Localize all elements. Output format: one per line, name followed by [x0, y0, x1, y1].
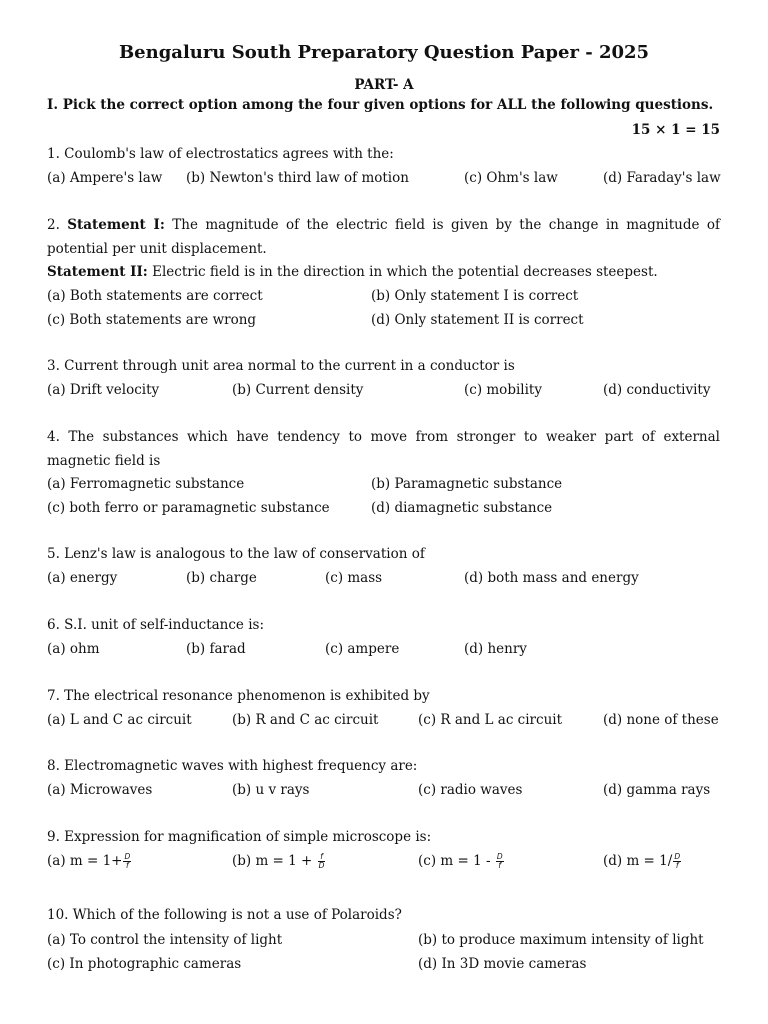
question-5-option-c: (c) mass — [325, 570, 383, 586]
question-4-line-2: magnetic field is — [47, 453, 161, 469]
question-9-option-a — [47, 853, 131, 870]
part-heading: PART- A — [354, 77, 414, 93]
question-6-option-a: (a) ohm — [47, 641, 100, 657]
option-d-expression: (d) m = 1/ — [603, 853, 673, 869]
marks-allocation: 15 × 1 = 15 — [631, 122, 720, 138]
question-6-option-b: (b) farad — [186, 641, 246, 657]
fraction-d-over-f: $\frac{D}{f}$ — [674, 852, 681, 870]
question-10-option-d: (d) In 3D movie cameras — [418, 956, 587, 972]
question-10-text: 10. Which of the following is not a use of Polaroids? — [47, 907, 402, 923]
question-6-option-c: (c) ampere — [325, 641, 400, 657]
question-5-option-a: (a) energy — [47, 570, 118, 586]
question-1-option-b: (b) Newton's third law of motion — [186, 170, 409, 186]
question-1-option-c: (c) Ohm's law — [464, 170, 558, 186]
question-1-option-a: (a) Ampere's law — [47, 170, 163, 186]
option-c-expression: (c) m = 1 - — [418, 853, 495, 869]
question-10-option-b: (b) to produce maximum intensity of light — [418, 932, 704, 948]
question-2-option-c: (c) Both statements are wrong — [47, 312, 257, 328]
statement-1-text: The magnitude of the electric field is given by the change in magnitude of — [172, 217, 720, 233]
question-10-option-a: (a) To control the intensity of light — [47, 932, 283, 948]
question-1-option-d: (d) Faraday's law — [603, 170, 721, 186]
statement-2-label: Statement II: — [47, 264, 148, 280]
question-9-text: 9. Expression for magnification of simple microscope is: — [47, 829, 432, 845]
question-4-option-c: (c) both ferro or paramagnetic substance — [47, 500, 330, 516]
question-4-line-1: 4. The substances which have tendency to move from stronger to weaker part of external — [47, 429, 720, 445]
question-2-option-b: (b) Only statement I is correct — [371, 288, 579, 304]
question-2-statement-2 — [47, 264, 720, 280]
question-2-number: 2. — [47, 217, 60, 233]
question-2-line-1 — [47, 217, 720, 233]
question-7-text: 7. The electrical resonance phenomenon is exhibited by — [47, 688, 430, 704]
question-8-option-b: (b) u v rays — [232, 782, 310, 798]
question-6-option-d: (d) henry — [464, 641, 527, 657]
question-9-option-d — [603, 853, 681, 870]
question-5-option-d: (d) both mass and energy — [464, 570, 639, 586]
question-8-option-d: (d) gamma rays — [603, 782, 711, 798]
question-2-option-d: (d) Only statement II is correct — [371, 312, 584, 328]
question-8-option-c: (c) radio waves — [418, 782, 523, 798]
question-3-option-c: (c) mobility — [464, 382, 542, 398]
question-8-text: 8. Electromagnetic waves with highest frequency are: — [47, 758, 418, 774]
question-5-text: 5. Lenz's law is analogous to the law of conservation of — [47, 546, 425, 562]
instruction-text: I. Pick the correct option among the four given options for ALL the following questions. — [47, 97, 714, 113]
statement-1-label: Statement I: — [67, 217, 165, 233]
fraction-d-over-f: $\frac{D}{f}$ — [496, 852, 503, 870]
option-b-expression: (b) m = 1 + — [232, 853, 317, 869]
question-2-option-a: (a) Both statements are correct — [47, 288, 263, 304]
question-5-option-b: (b) charge — [186, 570, 257, 586]
question-7-option-d: (d) none of these — [603, 712, 719, 728]
question-3-option-b: (b) Current density — [232, 382, 364, 398]
question-6-text: 6. S.I. unit of self-inductance is: — [47, 617, 265, 633]
question-4-option-d: (d) diamagnetic substance — [371, 500, 553, 516]
statement-2-text: Electric field is in the direction in which the potential decreases steepest. — [152, 264, 658, 280]
question-7-option-a: (a) L and C ac circuit — [47, 712, 192, 728]
question-7-option-c: (c) R and L ac circuit — [418, 712, 563, 728]
paper-title: Bengaluru South Preparatory Question Paper - 2025 — [118, 42, 650, 63]
fraction-f-over-d: $\frac{f}{D}$ — [318, 852, 325, 870]
question-8-option-a: (a) Microwaves — [47, 782, 153, 798]
question-9-option-c — [418, 853, 504, 870]
question-10-option-c: (c) In photographic cameras — [47, 956, 242, 972]
question-2-line-2: potential per unit displacement. — [47, 241, 267, 257]
question-3-text: 3. Current through unit area normal to the current in a conductor is — [47, 358, 515, 374]
fraction-d-over-f: $\frac{D}{f}$ — [124, 852, 131, 870]
option-a-expression: (a) m = 1+ — [47, 853, 123, 869]
question-4-option-a: (a) Ferromagnetic substance — [47, 476, 245, 492]
question-1-text: 1. Coulomb's law of electrostatics agrees with the: — [47, 146, 394, 162]
question-4-option-b: (b) Paramagnetic substance — [371, 476, 563, 492]
question-7-option-b: (b) R and C ac circuit — [232, 712, 379, 728]
question-9-option-b — [232, 853, 325, 870]
question-3-option-a: (a) Drift velocity — [47, 382, 160, 398]
question-3-option-d: (d) conductivity — [603, 382, 711, 398]
